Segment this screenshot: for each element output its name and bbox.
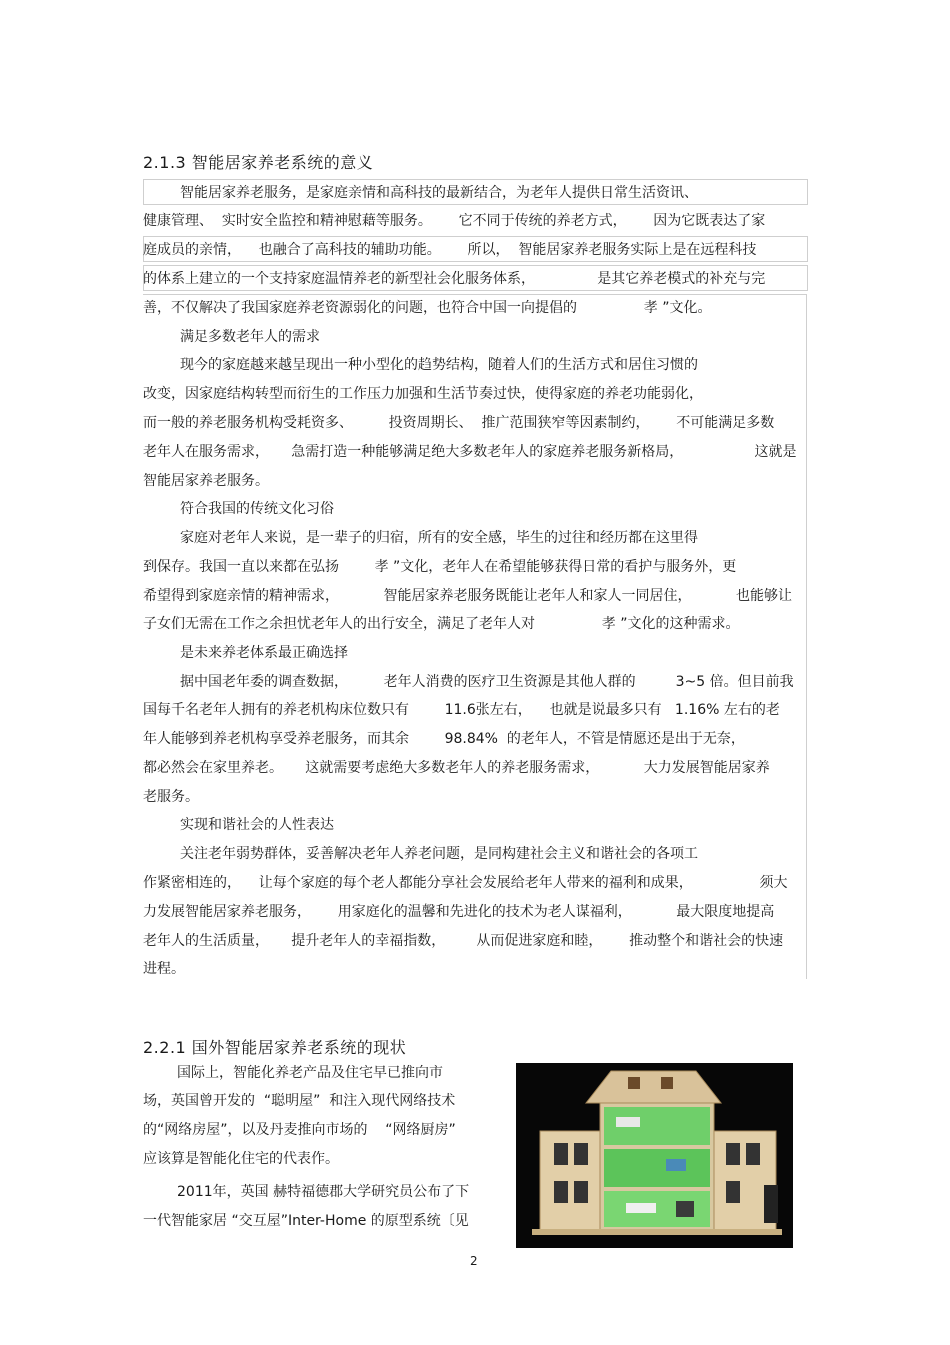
text-line: 据中国老年委的调查数据， 老年人消费的医疗卫生资源是其他人群的 3~5 倍。但目前我 [180, 674, 794, 690]
text-line: 老年人在服务需求， 急需打造一种能够满足绝大多数老年人的家庭养老服务新格局， 这就是 [143, 444, 797, 460]
text-line: 善，不仅解决了我国家庭养老资源弱化的问题，也符合中国一向提倡的 孝 ”文化。 [143, 300, 712, 316]
text-line: 到保存。我国一直以来都在弘扬 孝 ”文化，老年人在希望能够获得日常的看护与服务外，更 [143, 559, 737, 575]
text-line: 希望得到家庭亲情的精神需求， 智能居家养老服务既能让老年人和家人一同居住， 也能够让 [143, 588, 793, 604]
text-line: 而一般的养老服务机构受耗资多、 投资周期长、 推广范围狭窄等因素制约， 不可能满足多数 [143, 415, 775, 431]
text-line: 关注老年弱势群体，妥善解决老年人养老问题，是同构建社会主义和谐社会的各项工 [180, 846, 698, 862]
text-line: 庭成员的亲情， 也融合了高科技的辅助功能。 所以， 智能居家养老服务实际上是在远程科技 [143, 242, 757, 258]
text-line: 实现和谐社会的人性表达 [180, 817, 334, 833]
text-line: 力发展智能居家养老服务， 用家庭化的温馨和先进化的技术为老人谋福利， 最大限度地提高 [143, 904, 775, 920]
text-line: 的体系上建立的一个支持家庭温情养老的新型社会化服务体系， 是其它养老模式的补充与完 [143, 271, 766, 287]
text-line: 满足多数老年人的需求 [180, 329, 320, 345]
text-line: 年人能够到养老机构享受养老服务，而其余 98.84% 的老年人，不管是情愿还是出于无奈， [143, 731, 745, 747]
text-line: 老年人的生活质量， 提升老年人的幸福指数， 从而促进家庭和睦， 推动整个和谐社会的快速 [143, 933, 784, 949]
text-line: 智能居家养老服务，是家庭亲情和高科技的最新结合，为老年人提供日常生活资讯、 [180, 185, 698, 201]
text-line: 是未来养老体系最正确选择 [180, 645, 348, 661]
text-line: 2011年，英国 赫特福德郡大学研究员公布了下 [177, 1184, 470, 1200]
text-line: 国际上，智能化养老产品及住宅早已推向市 [177, 1065, 443, 1081]
text-line: 作紧密相连的， 让每个家庭的每个老人都能分享社会发展给老年人带来的福利和成果， 须大 [143, 875, 788, 891]
text-line: 场，英国曾开发的 “聪明屋” 和注入现代网络技术 [143, 1093, 456, 1109]
section-heading-2-1-3: 2.1.3 智能居家养老系统的意义 [143, 153, 374, 172]
text-line: 家庭对老年人来说，是一辈子的归宿，所有的安全感，毕生的过往和经历都在这里得 [180, 530, 698, 546]
text-line: 一代智能家居 “交互屋”Inter-Home 的原型系统〔见 [143, 1213, 469, 1229]
text-line: 健康管理、 实时安全监控和精神慰藉等服务。 它不同于传统的养老方式， 因为它既表达了家 [143, 213, 766, 229]
text-line: 智能居家养老服务。 [143, 473, 269, 489]
text-line: 的“网络房屋”，以及丹麦推向市场的 “网络厨房” [143, 1122, 456, 1138]
text-line: 国每千名老年人拥有的养老机构床位数只有 11.6张左右， 也就是说最多只有 1.16% 左右的老 [143, 702, 780, 718]
text-line: 子女们无需在工作之余担忧老年人的出行安全，满足了老年人对 孝 ”文化的这种需求。 [143, 616, 740, 632]
smart-house-photo [516, 1063, 793, 1248]
text-line: 进程。 [143, 961, 185, 977]
text-line: 应该算是智能化住宅的代表作。 [143, 1151, 339, 1167]
section-heading-2-2-1: 2.2.1 国外智能居家养老系统的现状 [143, 1038, 407, 1057]
page-number: 2 [470, 1254, 478, 1268]
text-line: 现今的家庭越来越呈现出一种小型化的趋势结构，随着人们的生活方式和居住习惯的 [180, 357, 698, 373]
text-line: 都必然会在家里养老。 这就需要考虑绝大多数老年人的养老服务需求， 大力发展智能居家养 [143, 760, 770, 776]
text-line: 老服务。 [143, 789, 199, 805]
text-line: 改变，因家庭结构转型而衍生的工作压力加强和生活节奏过快，使得家庭的养老功能弱化， [143, 386, 703, 402]
text-line: 符合我国的传统文化习俗 [180, 501, 334, 517]
